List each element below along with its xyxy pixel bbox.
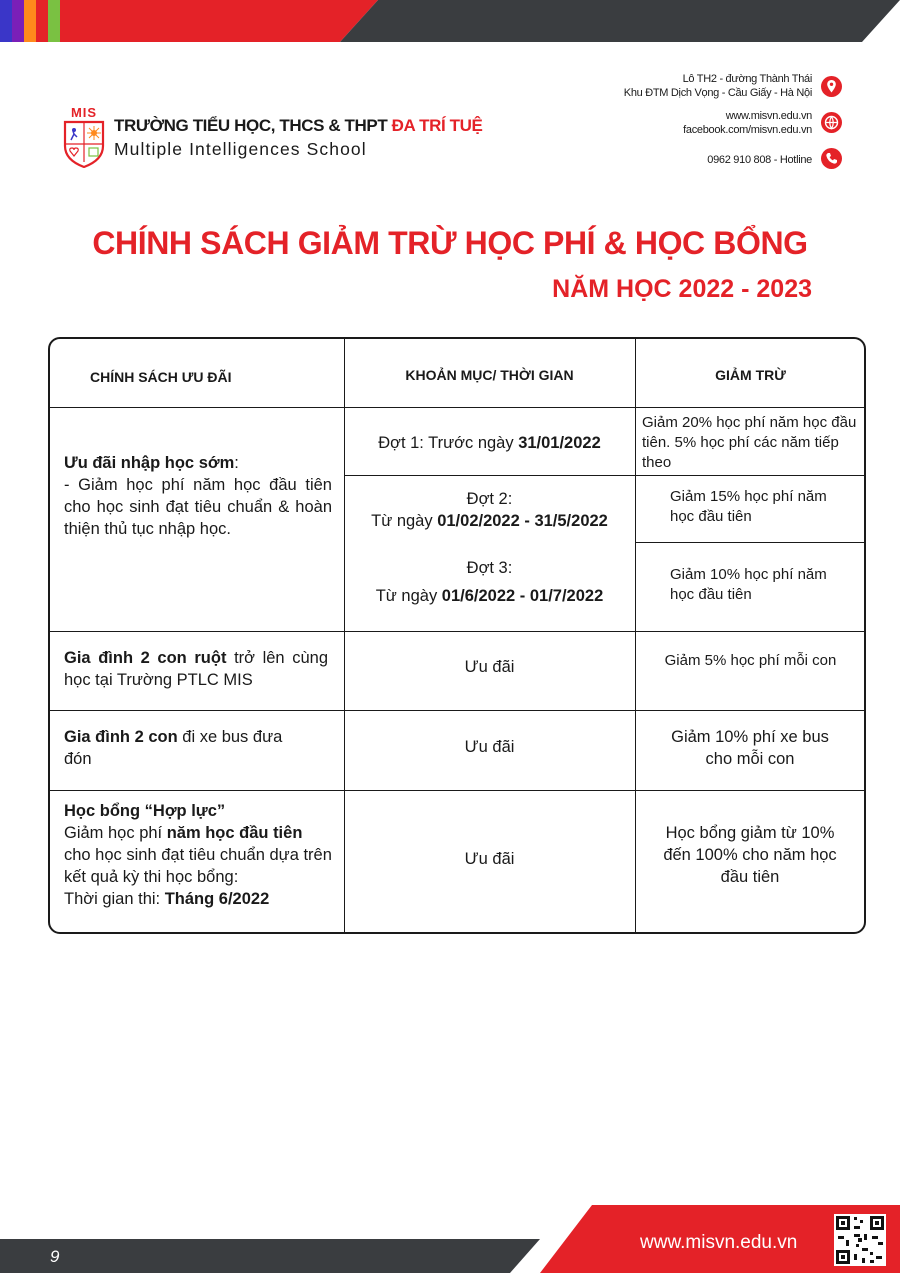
phase-2-discount: Giảm 15% học phí năm học đầu tiên xyxy=(670,488,827,525)
address: Lô TH2 - đường Thành Thái Khu ĐTM Dịch Vọng - Cầu Giấy - Hà Nội xyxy=(623,73,812,99)
qr-code-icon xyxy=(834,1214,886,1266)
scholarship-term: Ưu đãi xyxy=(464,850,515,868)
bus-discount: Giảm 10% phí xe bus cho mỗi con xyxy=(671,728,829,768)
header-policy: CHÍNH SÁCH ƯU ĐÃI xyxy=(90,369,232,385)
phase-2-term: Đợt 2: Từ ngày 01/02/2022 - 31/5/2022 xyxy=(371,490,608,530)
phase-1-term: Đợt 1: Trước ngày 31/01/2022 xyxy=(378,434,601,452)
phase-3-term: Đợt 3: Từ ngày 01/6/2022 - 01/7/2022 xyxy=(375,559,604,605)
column-divider xyxy=(635,339,636,932)
siblings-term: Ưu đãi xyxy=(464,658,515,676)
row-divider xyxy=(344,475,864,476)
school-name: TRƯỜNG TIỂU HỌC, THCS & THPT ĐA TRÍ TUỆ xyxy=(114,116,483,135)
row-divider xyxy=(50,631,864,632)
logo-text: MIS xyxy=(70,105,98,120)
school-name-english: Multiple Intelligences School xyxy=(114,139,367,159)
color-stripes xyxy=(0,0,60,42)
phone-icon xyxy=(821,148,842,169)
policy-table xyxy=(48,337,866,934)
globe-icon xyxy=(821,112,842,133)
siblings-discount: Giảm 5% học phí mỗi con xyxy=(664,652,837,669)
header-discount: GIẢM TRỪ xyxy=(715,367,786,383)
footer-website[interactable]: www.misvn.edu.vn xyxy=(640,1232,798,1253)
column-divider xyxy=(344,339,345,932)
row-divider xyxy=(50,710,864,711)
bus-term: Ưu đãi xyxy=(464,738,515,756)
row-divider xyxy=(50,790,864,791)
top-banner-shape xyxy=(0,0,900,42)
school-logo xyxy=(62,104,106,168)
website-facebook: www.misvn.edu.vn facebook.com/misvn.edu.vn xyxy=(683,110,812,136)
phase-3-discount: Giảm 10% học phí năm học đầu tiên xyxy=(670,566,827,603)
page-number: 9 xyxy=(50,1247,60,1266)
siblings-policy: Gia đình 2 con ruột trở lên cùng học tại Trường PTLC MIS xyxy=(64,649,328,689)
page-title: CHÍNH SÁCH GIẢM TRỪ HỌC PHÍ & HỌC BỔNG xyxy=(92,225,808,261)
top-banner xyxy=(0,0,900,42)
header-term: KHOẢN MỤC/ THỜI GIAN xyxy=(405,367,574,383)
hotline: 0962 910 808 - Hotline xyxy=(707,154,812,166)
scholarship-policy: Học bổng “Hợp lực” Giảm học phí năm học đầu tiên cho học sinh đạt tiêu chuẩn dựa trên kết quả kỳ thi học bổng: Thời gian thi: Tháng 6/2022 xyxy=(64,802,332,908)
page-subtitle: NĂM HỌC 2022 - 2023 xyxy=(552,275,812,303)
phase-1-discount: Giảm 20% học phí năm học đầu tiên. 5% học phí các năm tiếp theo xyxy=(642,414,857,471)
bus-policy: Gia đình 2 con đi xe bus đưa đón xyxy=(64,728,283,768)
row-divider xyxy=(635,542,864,543)
scholarship-discount: Học bổng giảm từ 10% đến 100% cho năm học đầu tiên xyxy=(663,824,837,886)
row-divider xyxy=(50,407,864,408)
early-enrollment-policy: Ưu đãi nhập học sớm: - Giảm học phí năm học đầu tiên cho học sinh đạt tiêu chuẩn & hoàn thiện thủ tục nhập học. xyxy=(64,454,332,538)
location-pin-icon xyxy=(821,76,842,97)
